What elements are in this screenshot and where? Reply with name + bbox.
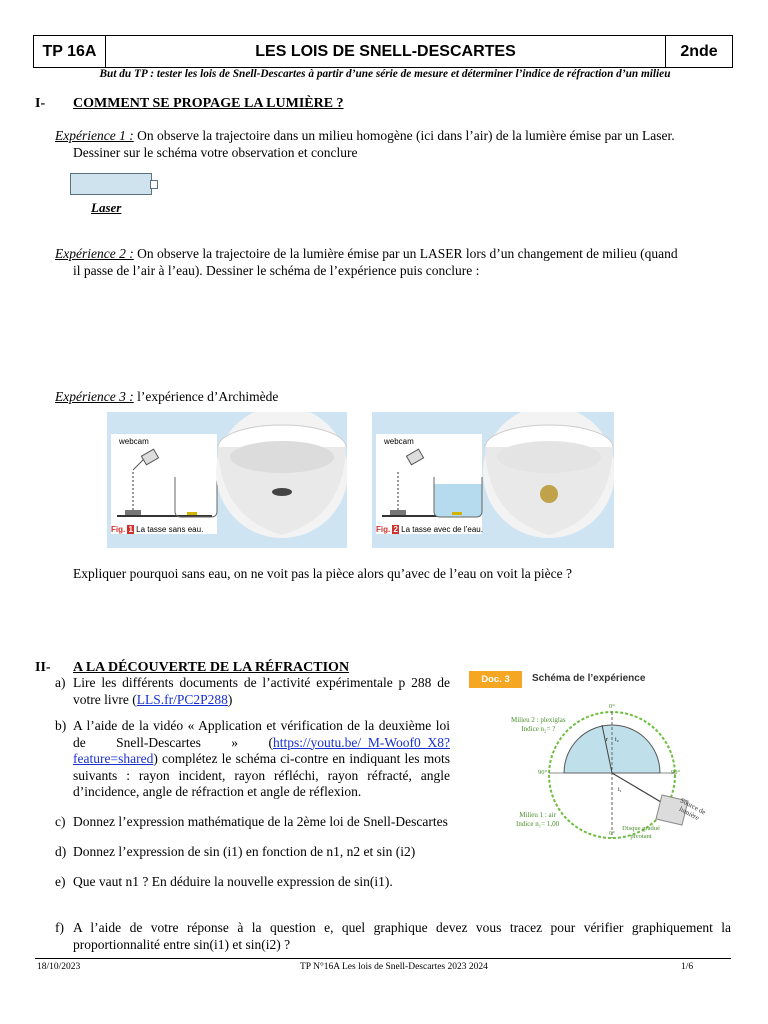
degree-0-bottom: 0° [609,830,615,837]
experience-2-label: Expérience 2 : [55,246,134,261]
list-item-f-key: f) [55,920,64,935]
list-item-e [55,874,450,891]
list-item-d [55,844,450,861]
angle-i2-label: i₂ [615,737,619,743]
figure-2-caption-text: La tasse avec de l’eau. [401,525,483,534]
angle-i1-label: i₁ [618,787,622,793]
degree-90-left: 90° [538,769,548,776]
list-item-d-key: d) [55,844,67,859]
section-2-heading [35,660,349,676]
laser-label: Laser [91,200,122,215]
milieu-2-label [511,716,566,734]
archimede-question: Expliquer pourquoi sans eau, on ne voit pas la pièce alors qu’avec de l’eau on voit la pièce ? [73,566,572,581]
experience-2-text: On observe la trajectoire de la lumière émise par un LASER lors d’un changement de milieu (quand [133,246,678,261]
laser-tip [150,180,158,189]
experience-3-text: l’expérience d’Archimède [133,389,279,404]
footer [35,958,731,972]
experience-1-text: On observe la trajectoire dans un milieu homogène (ici dans l’air) de la lumière émise par un Laser. [133,128,675,143]
list-item-c-key: c) [55,813,66,829]
list-item-f-text: A l’aide de votre réponse à la question e, quel graphique devez vous tracez pour vérifier graphiquement la proportionnalité entre sin(i1) et sin(i2) ? [73,920,731,952]
section-1-title: COMMENT SE PROPAGE LA LUMIÈRE ? [73,96,344,111]
figure-1 [107,412,347,548]
list-item-b [55,718,450,801]
footer-date: 18/10/2023 [37,962,81,972]
experience-2 [55,246,735,279]
section-1-heading [35,96,344,112]
list-item-a-text [73,675,450,708]
figure-1-webcam-label: webcam [119,437,149,446]
figure-2-webcam-label: webcam [384,437,414,446]
list-item-d-text: Donnez l’expression de sin (i1) en fonction de n1, n2 et sin (i2) [73,844,416,859]
milieu-1-name: Milieu 1 : air [519,811,556,819]
angle-r-label: r [606,737,608,743]
list-item-a-end: ) [227,691,233,707]
laser-drawing [70,173,152,195]
milieu-1-index: Indice n₁= 1,00 [516,820,560,828]
degree-90-right: 90° [671,769,681,776]
milieu-2-index: Indice n₂= ? [521,725,556,733]
section-2-title: A LA DÉCOUVERTE DE LA RÉFRACTION [73,660,350,675]
light-source-label: Source de lumière [677,796,708,823]
figure-2-number: 2 [393,525,398,534]
list-item-e-text: Que vaut n1 ? En déduire la nouvelle expression de sin(i1). [73,873,393,889]
list-item-a-key: a) [55,675,66,690]
tp-code: TP 16A [34,36,106,67]
list-item-c [55,814,450,831]
milieu-1-label [516,811,559,829]
list-item-e-key: e) [55,873,66,889]
list-item-b-key: b) [55,718,67,733]
milieu-2-name: Milieu 2 : plexiglas [511,716,566,724]
figure-2-caption [376,525,483,534]
graduated-disk-label: Disque gradué pivotant [622,825,660,840]
footer-page: 1/6 [681,962,694,972]
section-2-list [55,675,450,903]
list-item-f [55,920,731,953]
list-item-a [55,675,450,708]
book-link[interactable]: LLS.fr/PC2P288 [136,691,228,707]
figure-2 [372,412,614,548]
list-item-b-end: ) complétez le schéma ci-contre en indiquant les mots suivants : rayon incident, rayon réfléchi, rayon réfracté, angle d’incidence, angle de réfraction et angle de réflexion. [73,751,450,799]
list-item-c-text: Donnez l’expression mathématique de la 2ème loi de Snell-Descartes [73,813,448,829]
class-level: 2nde [680,42,718,60]
experience-1-label: Expérience 1 : [55,128,134,143]
refraction-schema [466,667,734,849]
doc-3-title: Schéma de l’expérience [532,673,646,684]
experience-1 [55,128,735,161]
video-link[interactable]: https://youtu.be/_M-Woof0_X8?feature=shared [73,734,450,766]
page-title: LES LOIS DE SNELL-DESCARTES [106,36,666,67]
footer-title: TP N°16A Les lois de Snell-Descartes 2023 2024 [300,962,488,972]
experience-1-text-2: Dessiner sur le schéma votre observation et conclure [73,144,358,160]
figure-2-fig-label: Fig. [376,525,391,534]
section-2-number: II- [35,660,51,675]
degree-0-top: 0° [609,703,615,710]
goal-text: But du TP : tester les lois de Snell-Descartes à partir d’une série de mesure et déterminer l’indice de réfraction d’un milieu [99,68,671,80]
experience-3-label: Expérience 3 : [55,389,134,404]
figure-1-number: 1 [128,525,133,534]
doc-3-diagram [466,667,734,849]
figure-1-caption [111,525,203,534]
list-item-b-body: A l’aide de la vidéo « Application et vérification de la deuxième loi de Snell-Descartes » ( [73,718,450,750]
experience-3 [55,389,278,406]
figure-1-fig-label: Fig. [111,525,126,534]
header-table [33,35,733,68]
figure-1-caption-text: La tasse sans eau. [136,525,204,534]
doc-3-badge: Doc. 3 [469,671,522,688]
section-1-number: I- [35,96,46,111]
experience-2-text-2: il passe de l’air à l’eau). Dessiner le schéma de l’expérience puis conclure : [73,262,480,278]
list-item-a-body: Lire les différents documents de l’activité expérimentale p 288 de votre livre ( [73,675,450,707]
list-item-b-text [73,718,450,801]
